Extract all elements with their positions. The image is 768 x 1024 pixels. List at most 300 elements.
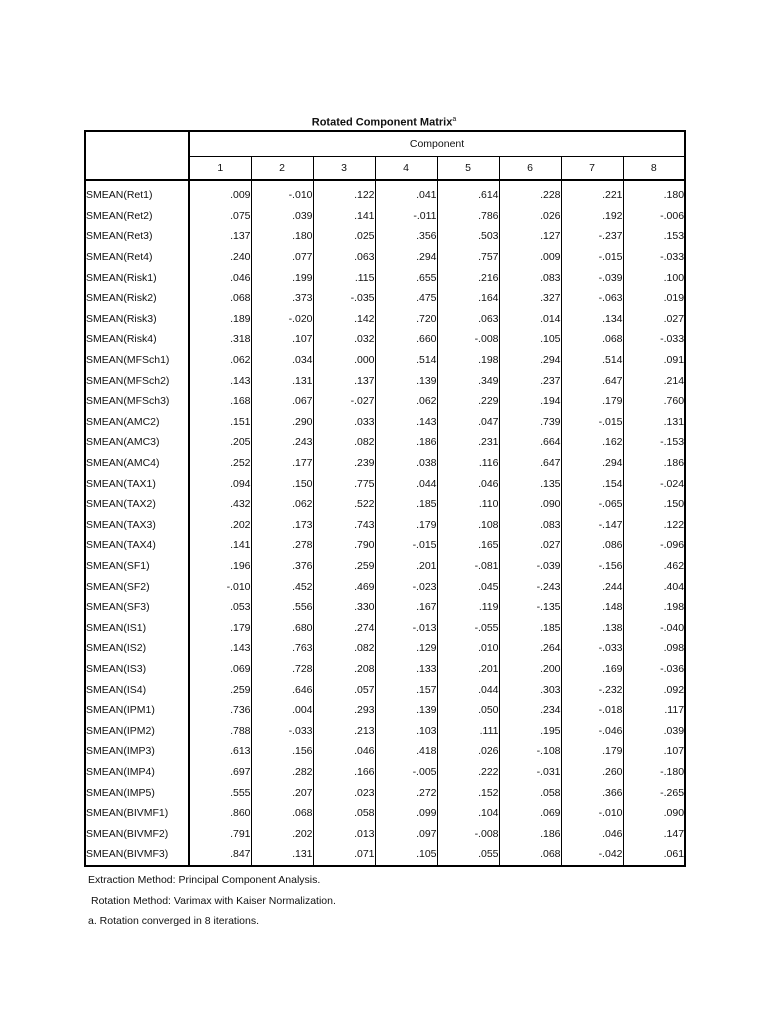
loading-cell: .208 [313,659,375,680]
table-row [85,638,685,659]
loading-cell: -.020 [251,309,313,330]
loading-cell: .026 [437,741,499,762]
loading-cell: .294 [375,247,437,268]
component-number-header: 4 [375,157,437,181]
loading-cell: .039 [623,720,685,741]
variable-label: SMEAN(AMC3) [85,432,189,453]
loading-cell: .165 [437,535,499,556]
loading-cell: .062 [251,494,313,515]
loading-cell: .168 [230,395,251,408]
loading-cell: .186 [499,823,561,844]
table-row [85,576,685,597]
loading-cell: .100 [623,267,685,288]
loading-cell: -.018 [561,700,623,721]
loading-cell: .294 [499,350,561,371]
loading-cell: -.035 [313,288,375,309]
variable-label: SMEAN(TAX1) [85,473,189,494]
loading-cell: .032 [313,329,375,350]
loading-cell: .137 [313,370,375,391]
loading-cell: .162 [561,432,623,453]
loading-cell: .847 [230,848,251,861]
loading-cell: .090 [623,803,685,824]
loading-cell: .103 [375,720,437,741]
loading-cell: .047 [437,412,499,433]
loading-cell: -.008 [437,329,499,350]
loading-cell: .167 [375,597,437,618]
loading-cell: .039 [251,206,313,227]
loading-cell: .697 [230,765,251,778]
loading-cell: .046 [437,473,499,494]
loading-cell: .127 [499,226,561,247]
loading-cell: -.033 [561,638,623,659]
loading-cell: .004 [251,700,313,721]
loading-cell: .131 [623,412,685,433]
loading-cell: .150 [623,494,685,515]
loading-cell: -.046 [561,720,623,741]
header-row-component [85,131,685,157]
variable-label: SMEAN(BIVMF1) [85,803,189,824]
loading-cell: .058 [499,782,561,803]
table-title-text: Rotated Component Matrix [311,116,453,129]
loading-cell: .198 [623,597,685,618]
loading-cell: -.135 [499,597,561,618]
loading-cell: .044 [375,473,437,494]
loading-cell: .180 [251,226,313,247]
table-row [85,617,685,638]
table-row [85,844,685,866]
loading-cell: .180 [623,180,685,206]
loading-cell: .050 [437,700,499,721]
component-number-header: 6 [499,157,561,181]
table-row [85,267,685,288]
variable-label: SMEAN(BIVMF2) [85,823,189,844]
loading-cell: -.040 [623,617,685,638]
loading-cell: -.024 [623,473,685,494]
loading-cell: .077 [251,247,313,268]
table-row [85,247,685,268]
variable-label: SMEAN(BIVMF3) [85,844,189,866]
table-row [85,782,685,803]
variable-label: SMEAN(TAX4) [85,535,189,556]
loading-cell: -.232 [561,679,623,700]
variable-label: SMEAN(IMP5) [85,782,189,803]
matrix-body [85,180,685,866]
loading-cell: .099 [375,803,437,824]
table-title-superscript: a [452,116,457,123]
loading-cell: .139 [375,370,437,391]
loading-cell: .013 [313,823,375,844]
table-row [85,823,685,844]
loading-cell: .290 [251,412,313,433]
loading-cell: .046 [230,271,251,284]
loading-cell: .150 [251,473,313,494]
loading-cell: .082 [313,432,375,453]
loading-cell: -.065 [561,494,623,515]
variable-label: SMEAN(AMC4) [85,453,189,474]
loading-cell: .069 [230,662,251,675]
variable-label: SMEAN(IPM1) [85,700,189,721]
loading-cell: .293 [313,700,375,721]
table-row [85,412,685,433]
loading-cell: .025 [313,226,375,247]
loading-cell: .278 [251,535,313,556]
loading-cell: .614 [437,180,499,206]
loading-cell: .185 [375,494,437,515]
variable-label: SMEAN(MFSch2) [85,370,189,391]
loading-cell: .720 [375,309,437,330]
loading-cell: .229 [437,391,499,412]
loading-cell: .034 [251,350,313,371]
loading-cell: .179 [375,515,437,536]
loading-cell: .135 [499,473,561,494]
table-row [85,391,685,412]
loading-cell: .356 [375,226,437,247]
loading-cell: -.010 [226,580,251,593]
loading-cell: .664 [499,432,561,453]
table-row [85,515,685,536]
loading-cell: -.015 [561,247,623,268]
loading-cell: -.036 [623,659,685,680]
loading-cell: .108 [437,515,499,536]
table-row [85,720,685,741]
loading-cell: -.096 [623,535,685,556]
variable-label: SMEAN(MFSch1) [85,350,189,371]
variable-label: SMEAN(Risk1) [85,267,189,288]
variable-label: SMEAN(Risk2) [85,288,189,309]
loading-cell: .202 [230,518,251,531]
loading-cell: .156 [251,741,313,762]
loading-cell: .555 [230,786,251,799]
table-row [85,226,685,247]
variable-label: SMEAN(Risk3) [85,309,189,330]
component-number-header: 7 [561,157,623,181]
table-row [85,659,685,680]
loading-cell: .063 [313,247,375,268]
loading-cell: .009 [499,247,561,268]
loading-cell: .199 [251,267,313,288]
loading-cell: .205 [230,436,251,449]
loading-cell: .201 [437,659,499,680]
loading-cell: .067 [251,391,313,412]
loading-cell: .259 [230,683,251,696]
loading-cell: .349 [437,370,499,391]
loading-cell: .151 [230,415,251,428]
component-number-header: 8 [623,157,685,181]
loading-cell: .647 [499,453,561,474]
rotated-component-matrix-table [84,130,686,867]
loading-cell: .105 [499,329,561,350]
loading-cell: .221 [561,180,623,206]
loading-cell: .660 [375,329,437,350]
loading-cell: .198 [437,350,499,371]
table-row [85,679,685,700]
loading-cell: .063 [437,309,499,330]
loading-cell: .514 [375,350,437,371]
loading-cell: .097 [375,823,437,844]
component-number-header: 5 [437,157,499,181]
footnote-converged: a. Rotation converged in 8 iterations. [88,915,260,927]
loading-cell: .195 [499,720,561,741]
loading-cell: .091 [623,350,685,371]
loading-cell: .775 [313,473,375,494]
loading-cell: .790 [313,535,375,556]
loading-cell: .142 [313,309,375,330]
variable-label: SMEAN(IS2) [85,638,189,659]
loading-cell: .068 [251,803,313,824]
loading-cell: .185 [499,617,561,638]
loading-cell: .788 [230,724,251,737]
variable-label: SMEAN(Ret4) [85,247,189,268]
loading-cell: .259 [313,556,375,577]
variable-label: SMEAN(IMP3) [85,741,189,762]
loading-cell: .418 [375,741,437,762]
loading-cell: -.006 [623,206,685,227]
loading-cell: -.010 [251,180,313,206]
loading-cell: .330 [313,597,375,618]
loading-cell: .027 [623,309,685,330]
loading-cell: -.015 [561,412,623,433]
loading-cell: -.039 [561,267,623,288]
loading-cell: .655 [375,267,437,288]
loading-cell: .786 [437,206,499,227]
loading-cell: .196 [230,559,251,572]
loading-cell: -.013 [375,617,437,638]
loading-cell: .137 [230,230,251,243]
loading-cell: .194 [499,391,561,412]
loading-cell: .556 [251,597,313,618]
variable-label: SMEAN(Ret3) [85,226,189,247]
table-title [0,116,768,129]
loading-cell: .243 [251,432,313,453]
loading-cell: -.031 [499,762,561,783]
loading-cell: .143 [230,642,251,655]
variable-label: SMEAN(AMC2) [85,412,189,433]
loading-cell: .452 [251,576,313,597]
loading-cell: .152 [437,782,499,803]
loading-cell: .860 [230,807,251,820]
loading-cell: .272 [375,782,437,803]
loading-cell: .010 [437,638,499,659]
loading-cell: .613 [230,745,251,758]
loading-cell: .173 [251,515,313,536]
loading-cell: .143 [230,374,251,387]
loading-cell: .027 [499,535,561,556]
table-row [85,741,685,762]
loading-cell: .014 [499,309,561,330]
loading-cell: .033 [313,412,375,433]
loading-cell: -.153 [623,432,685,453]
loading-cell: .294 [561,453,623,474]
table-row [85,370,685,391]
loading-cell: .214 [623,370,685,391]
loading-cell: .094 [230,477,251,490]
loading-cell: .462 [623,556,685,577]
loading-cell: .069 [499,803,561,824]
loading-cell: .503 [437,226,499,247]
loading-cell: -.147 [561,515,623,536]
loading-cell: -.015 [375,535,437,556]
table-row [85,597,685,618]
loading-cell: .046 [313,741,375,762]
variable-label: SMEAN(Risk4) [85,329,189,350]
variable-label: SMEAN(IS1) [85,617,189,638]
loading-cell: -.063 [561,288,623,309]
loading-cell: .260 [561,762,623,783]
table-row [85,288,685,309]
loading-cell: -.108 [499,741,561,762]
table-row [85,432,685,453]
loading-cell: .373 [251,288,313,309]
loading-cell: .141 [230,539,251,552]
loading-cell: .154 [561,473,623,494]
loading-cell: .153 [623,226,685,247]
table-row [85,350,685,371]
loading-cell: .179 [561,741,623,762]
loading-cell: .068 [499,844,561,866]
loading-cell: .169 [561,659,623,680]
footnotes [88,870,336,932]
loading-cell: .164 [437,288,499,309]
table-row [85,453,685,474]
loading-cell: .475 [375,288,437,309]
loading-cell: .213 [313,720,375,741]
loading-cell: .122 [313,180,375,206]
variable-label: SMEAN(Ret1) [85,180,189,206]
loading-cell: -.039 [499,556,561,577]
loading-cell: .216 [437,267,499,288]
loading-cell: .189 [230,312,251,325]
loading-cell: .009 [230,189,251,202]
loading-cell: .139 [375,700,437,721]
loading-cell: .303 [499,679,561,700]
loading-cell: .119 [437,597,499,618]
loading-cell: .240 [230,251,251,264]
loading-cell: .107 [251,329,313,350]
loading-cell: .117 [623,700,685,721]
loading-cell: .148 [561,597,623,618]
loading-cell: .728 [251,659,313,680]
loading-cell: .098 [623,638,685,659]
loading-cell: .131 [251,370,313,391]
loading-cell: .522 [313,494,375,515]
loading-cell: .192 [561,206,623,227]
loading-cell: .514 [561,350,623,371]
loading-cell: .646 [251,679,313,700]
loading-cell: .200 [499,659,561,680]
loading-cell: .647 [561,370,623,391]
loading-cell: .177 [251,453,313,474]
loading-cell: .327 [499,288,561,309]
loading-cell: .680 [251,617,313,638]
loading-cell: .739 [499,412,561,433]
table-row [85,329,685,350]
loading-cell: .061 [623,844,685,866]
table-row [85,535,685,556]
loading-cell: .105 [375,844,437,866]
loading-cell: .186 [375,432,437,453]
loading-cell: .736 [230,704,251,717]
loading-cell: .282 [251,762,313,783]
loading-cell: .318 [230,333,251,346]
loading-cell: .186 [623,453,685,474]
loading-cell: -.027 [313,391,375,412]
loading-cell: .083 [499,267,561,288]
loading-cell: -.055 [437,617,499,638]
component-number-header: 1 [189,157,251,181]
loading-cell: .234 [499,700,561,721]
variable-label: SMEAN(IS3) [85,659,189,680]
loading-cell: .026 [499,206,561,227]
variable-label: SMEAN(SF2) [85,576,189,597]
loading-cell: .366 [561,782,623,803]
loading-cell: .201 [375,556,437,577]
table-row [85,494,685,515]
loading-cell: -.243 [499,576,561,597]
loading-cell: -.033 [623,329,685,350]
loading-cell: .239 [313,453,375,474]
loading-cell: .141 [313,206,375,227]
loading-cell: -.033 [623,247,685,268]
loading-cell: .122 [623,515,685,536]
variable-label: SMEAN(MFSch3) [85,391,189,412]
loading-cell: .053 [230,601,251,614]
loading-cell: -.237 [561,226,623,247]
loading-cell: .134 [561,309,623,330]
footnote-rotation: Rotation Method: Varimax with Kaiser Normalization. [91,894,336,907]
table-row [85,180,685,206]
component-header: Component [189,131,685,157]
loading-cell: -.156 [561,556,623,577]
loading-cell: -.023 [375,576,437,597]
loading-cell: .062 [230,354,251,367]
loading-cell: -.042 [561,844,623,866]
table-row [85,700,685,721]
variable-label: SMEAN(IS4) [85,679,189,700]
loading-cell: -.180 [623,762,685,783]
loading-cell: .743 [313,515,375,536]
loading-cell: .231 [437,432,499,453]
variable-label: SMEAN(SF1) [85,556,189,577]
table-row [85,206,685,227]
loading-cell: .071 [313,844,375,866]
loading-cell: .376 [251,556,313,577]
variable-label: SMEAN(TAX2) [85,494,189,515]
loading-cell: .104 [437,803,499,824]
loading-cell: .090 [499,494,561,515]
loading-cell: .131 [251,844,313,866]
loading-cell: .068 [230,292,251,305]
loading-cell: .019 [623,288,685,309]
loading-cell: .045 [437,576,499,597]
loading-cell: .110 [437,494,499,515]
loading-cell: .038 [375,453,437,474]
variable-label: SMEAN(IPM2) [85,720,189,741]
loading-cell: .147 [623,823,685,844]
loading-cell: .166 [313,762,375,783]
loading-cell: .041 [375,180,437,206]
loading-cell: .179 [230,621,251,634]
loading-cell: .092 [623,679,685,700]
loading-cell: -.005 [375,762,437,783]
loading-cell: .202 [251,823,313,844]
footnote-extraction: Extraction Method: Principal Component Analysis. [88,874,321,886]
loading-cell: .138 [561,617,623,638]
loading-cell: .763 [251,638,313,659]
loading-cell: .469 [313,576,375,597]
loading-cell: .055 [437,844,499,866]
loading-cell: .115 [313,267,375,288]
table-row [85,762,685,783]
